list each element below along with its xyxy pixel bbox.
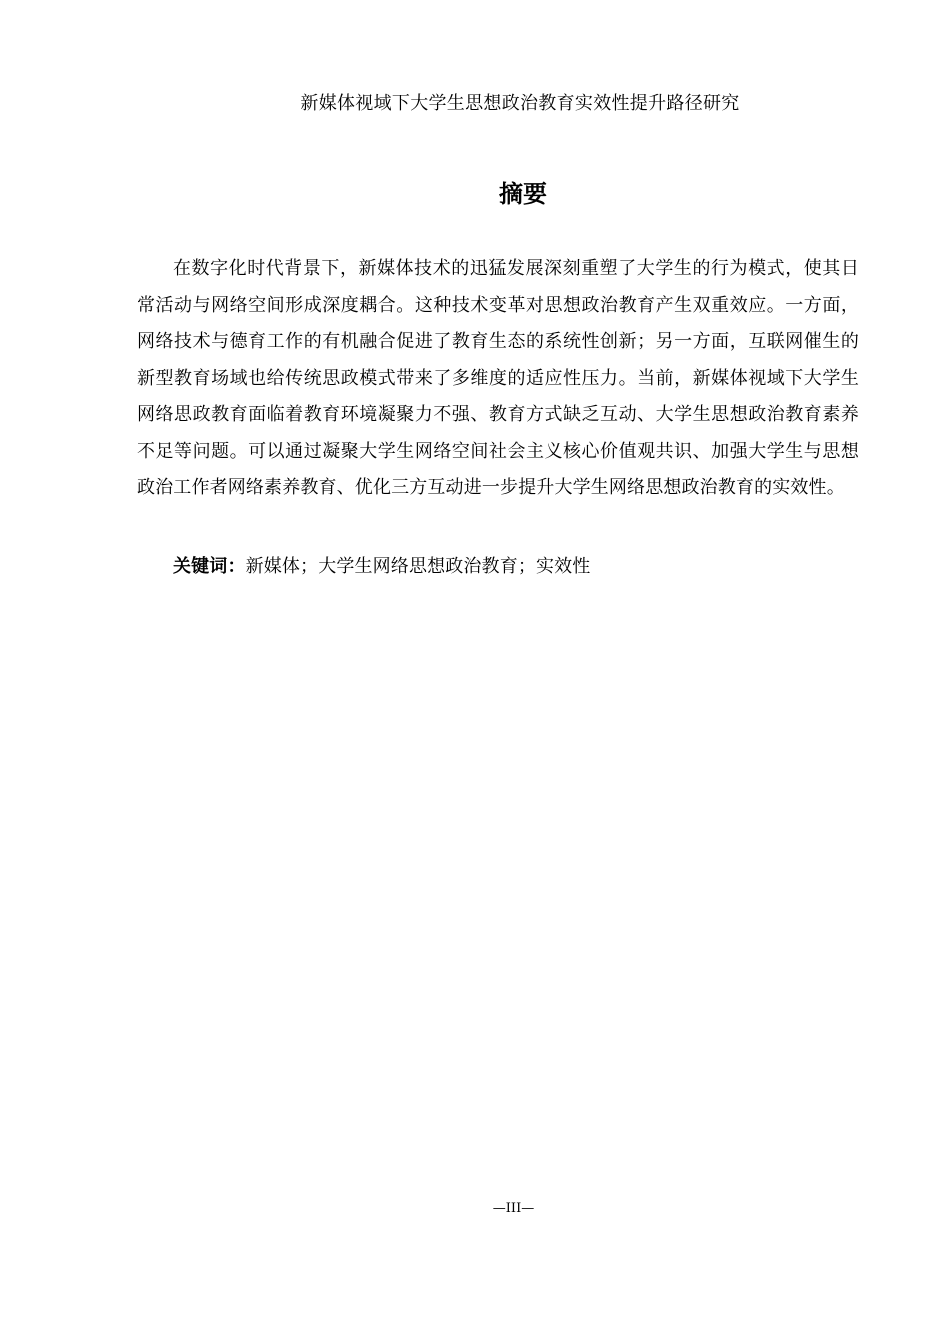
abstract-title: 摘要	[499, 180, 547, 208]
abstract-body: 在数字化时代背景下，新媒体技术的迅猛发展深刻重塑了大学生的行为模式，使其日常活动与网络空间形成深度耦合。这种技术变革对思想政治教育产生双重效应。一方面，网络技术与德育工作的有机融合促进了教育生态的系统性创新；另一方面，互联网催生的新型教育场域也给传统思政模式带来了多维度的适应性压力。当前，新媒体视域下大学生网络思政教育面临着教育环境凝聚力不强、教育方式缺乏互动、大学生思想政治教育素养不足等问题。可以通过凝聚大学生网络空间社会主义核心价值观共识、加强大学生与思想政治工作者网络素养教育、优化三方互动进一步提升大学生网络思想政治教育的实效性。	[137, 258, 859, 498]
keywords-line	[137, 549, 859, 585]
page-number: —III—	[492, 1201, 535, 1216]
keywords-label: 关键词：	[173, 556, 246, 577]
keywords-text: 新媒体；大学生网络思想政治教育；实效性	[245, 556, 591, 577]
running-header-title: 新媒体视域下大学生思想政治教育实效性提升路径研究	[300, 93, 740, 114]
